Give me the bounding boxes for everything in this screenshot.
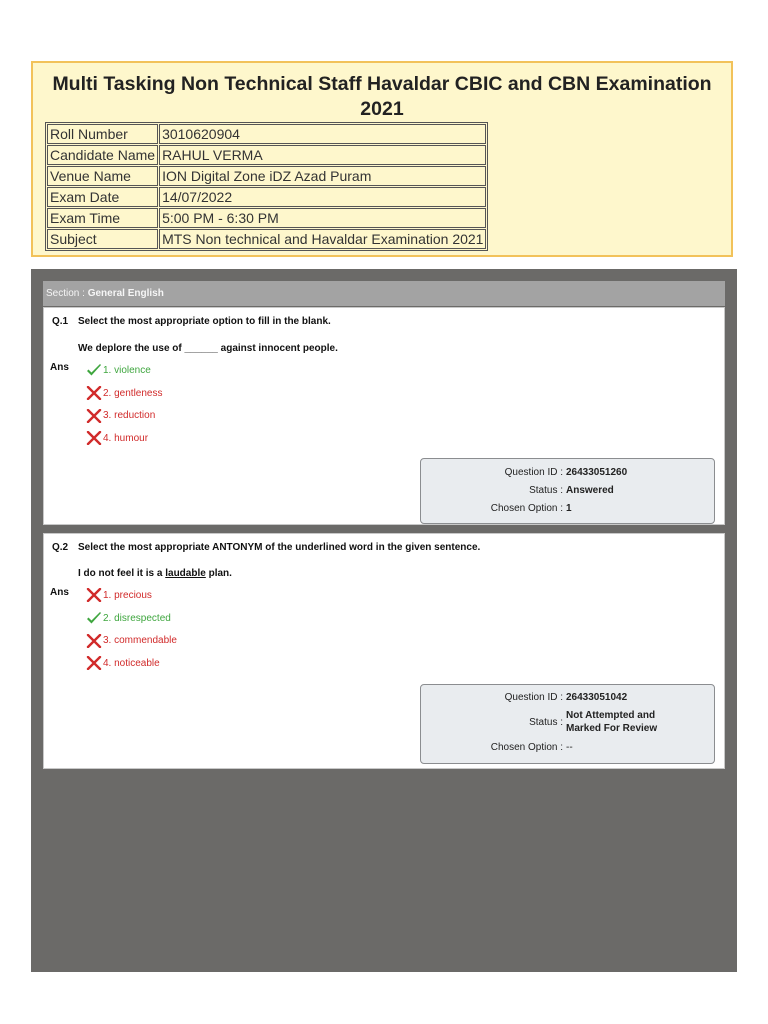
question-id-label: Question ID : [504, 692, 563, 703]
info-row [47, 145, 486, 165]
question-line [52, 316, 331, 327]
option-item [86, 584, 177, 607]
cross-icon [86, 409, 102, 423]
exam-header [31, 61, 733, 257]
info-value: ION Digital Zone iDZ Azad Puram [159, 166, 486, 186]
ans-label: Ans [50, 362, 69, 373]
exam-title: Multi Tasking Non Technical Staff Havaldar CBIC and CBN Examination 2021 [52, 73, 712, 120]
check-icon [86, 611, 102, 625]
info-value: 5:00 PM - 6:30 PM [159, 208, 486, 228]
question-number: Q.1 [52, 316, 69, 327]
info-row [47, 166, 486, 186]
chosen-option-label: Chosen Option : [490, 742, 563, 753]
info-row [47, 124, 486, 144]
question-panel-2 [43, 533, 725, 769]
info-row [47, 187, 486, 207]
option-text: 3. commendable [103, 635, 177, 647]
question-info-box [420, 684, 715, 764]
question-id-row [421, 691, 714, 704]
underlined-word: laudable [165, 568, 206, 579]
status-line-2: Marked For Review [566, 723, 658, 734]
option-text: 3. reduction [103, 410, 156, 422]
options-list [86, 359, 163, 450]
info-row [47, 229, 486, 249]
status-label: Status : [529, 716, 563, 728]
info-label: Venue Name [47, 166, 158, 186]
option-item [86, 629, 177, 652]
ans-label: Ans [50, 587, 69, 598]
option-text: 4. humour [103, 432, 149, 444]
question-line [52, 542, 480, 553]
info-value: MTS Non technical and Havaldar Examination 2021 [159, 229, 486, 249]
info-value: RAHUL VERMA [159, 145, 486, 165]
candidate-info-table [45, 122, 488, 251]
chosen-option-row [421, 502, 714, 515]
question-id-row [421, 466, 714, 479]
stem-text: plan. [205, 568, 232, 579]
section-prefix: Section : [46, 288, 88, 299]
question-info-box [420, 458, 715, 524]
section-bar [43, 281, 725, 306]
question-stem [78, 568, 232, 579]
info-row [47, 208, 486, 228]
section-name: General English [87, 288, 164, 299]
info-label: Exam Time [47, 208, 158, 228]
question-prompt: Select the most appropriate option to fill in the blank. [78, 316, 331, 327]
option-item [86, 382, 163, 405]
option-item [86, 652, 177, 675]
status-row [421, 709, 714, 735]
option-text: 4. noticeable [103, 657, 160, 669]
cross-icon [86, 656, 102, 670]
chosen-option-value: 1 [566, 503, 572, 514]
stem-text: I do not feel it is a [78, 568, 166, 579]
status-value: Answered [566, 485, 614, 496]
status-row [421, 484, 714, 497]
cross-icon [86, 431, 102, 445]
question-stem [78, 343, 338, 354]
chosen-option-value: -- [566, 742, 573, 753]
option-text: 1. precious [103, 589, 152, 601]
question-prompt: Select the most appropriate ANTONYM of the underlined word in the given sentence. [78, 542, 481, 553]
chosen-option-label: Chosen Option : [490, 503, 563, 514]
info-label: Exam Date [47, 187, 158, 207]
option-item [86, 607, 177, 630]
option-text: 1. violence [103, 364, 151, 376]
response-sheet [31, 269, 737, 972]
stem-text: We deplore the use of ______ against innocent people. [78, 343, 338, 354]
option-text: 2. disrespected [103, 612, 171, 624]
info-label: Roll Number [47, 124, 158, 144]
question-id-value: 26433051042 [566, 692, 628, 703]
question-id-value: 26433051260 [566, 467, 628, 478]
option-item [86, 404, 163, 427]
question-panel-1 [43, 307, 725, 525]
info-label: Candidate Name [47, 145, 158, 165]
status-line-1: Not Attempted and [566, 710, 656, 721]
question-id-label: Question ID : [504, 467, 563, 478]
options-list [86, 584, 177, 675]
question-number: Q.2 [52, 542, 69, 553]
chosen-option-row [421, 741, 714, 754]
info-value: 14/07/2022 [159, 187, 486, 207]
status-value [566, 709, 657, 735]
cross-icon [86, 386, 102, 400]
option-item [86, 427, 163, 450]
check-icon [86, 363, 102, 377]
cross-icon [86, 634, 102, 648]
option-item [86, 359, 163, 382]
cross-icon [86, 588, 102, 602]
status-label: Status : [529, 485, 563, 496]
info-value: 3010620904 [159, 124, 486, 144]
option-text: 2. gentleness [103, 387, 163, 399]
info-label: Subject [47, 229, 158, 249]
